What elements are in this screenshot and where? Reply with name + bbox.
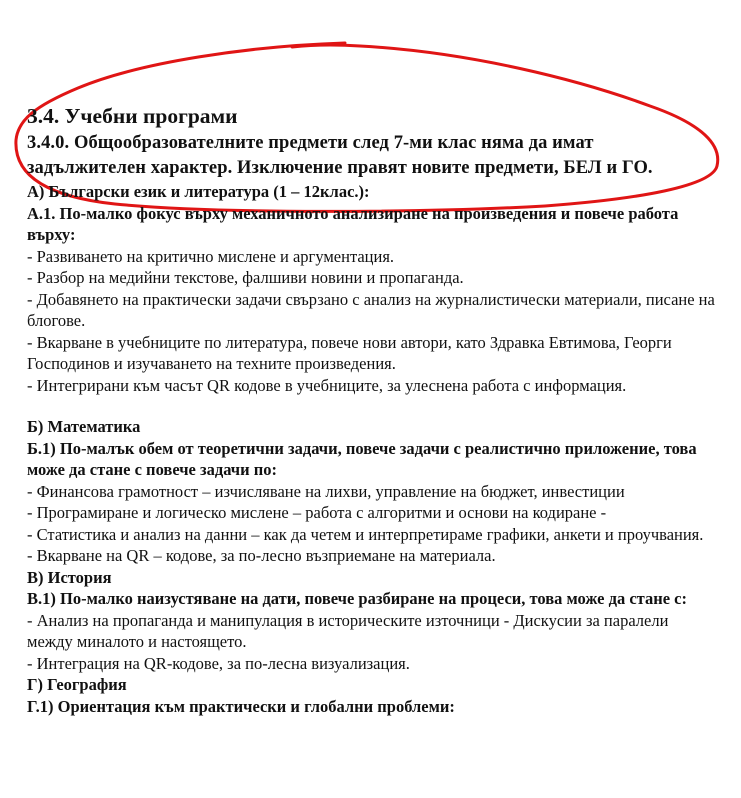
history-item: - Анализ на пропаганда и манипулация в историческите източници - Дискусии за паралели между миналото и настоящето. bbox=[27, 610, 669, 651]
geo-point-heading: Г.1) Ориентация към практически и глобални проблеми: bbox=[27, 696, 455, 716]
geo-heading: Г) География bbox=[27, 675, 127, 694]
bel-item: - Добавянето на практически задачи свързано с анализ на журналистически материали, писане на блогове. bbox=[27, 289, 715, 330]
spacer bbox=[27, 396, 717, 416]
math-section bbox=[27, 416, 717, 567]
history-item: - Интеграция на QR-кодове, за по-лесна визуализация. bbox=[27, 653, 410, 673]
section-title: 3.4. Учебни програми bbox=[27, 104, 238, 128]
history-section bbox=[27, 567, 717, 675]
section-subtitle: 3.4.0. Общообразователните предмети след 7-ми клас няма да имат задължителен характер. Изключение правят новите предмети, БЕЛ и ГО. bbox=[27, 133, 653, 178]
bel-item: - Развиването на критично мислене и аргументация. bbox=[27, 246, 395, 266]
bel-item: - Интегрирани към часът QR кодове в учебниците, за улеснена работа с информация. bbox=[27, 375, 627, 395]
document-page bbox=[27, 103, 717, 717]
math-item: - Програмиране и логическо мислене – работа с алгоритми и основи на кодиране - bbox=[27, 503, 607, 522]
bel-point-heading: А.1. По-малко фокус върху механичното анализиране на произведения и повече работа върху: bbox=[27, 203, 679, 244]
bel-section bbox=[27, 181, 717, 396]
bel-heading: А) Български език и литература (1 – 12клас.): bbox=[27, 182, 370, 201]
bel-item: - Разбор на медийни текстове, фалшиви новини и пропаганда. bbox=[27, 268, 464, 287]
math-point-heading: Б.1) По-малък обем от теоретични задачи, повече задачи с реалистично приложение, това може да стане с повече задачи по: bbox=[27, 438, 697, 479]
math-item: - Статистика и анализ на данни – как да четем и интерпретираме графики, анкети и проучвания. bbox=[27, 524, 704, 544]
bel-item: - Вкарване в учебниците по литература, повече нови автори, като Здравка Евтимова, Георги Господинов и изучаването на техните произведения. bbox=[27, 332, 672, 373]
math-heading: Б) Математика bbox=[27, 417, 141, 436]
geo-section bbox=[27, 674, 717, 717]
history-heading: В) История bbox=[27, 567, 112, 587]
history-point-heading: В.1) По-малко наизустяване на дати, повече разбиране на процеси, това може да стане с: bbox=[27, 589, 687, 608]
math-item: - Вкарване на QR – кодове, за по-лесно възприемане на материала. bbox=[27, 546, 496, 565]
math-item: - Финансова грамотност – изчисляване на лихви, управление на бюджет, инвестиции bbox=[27, 481, 625, 501]
